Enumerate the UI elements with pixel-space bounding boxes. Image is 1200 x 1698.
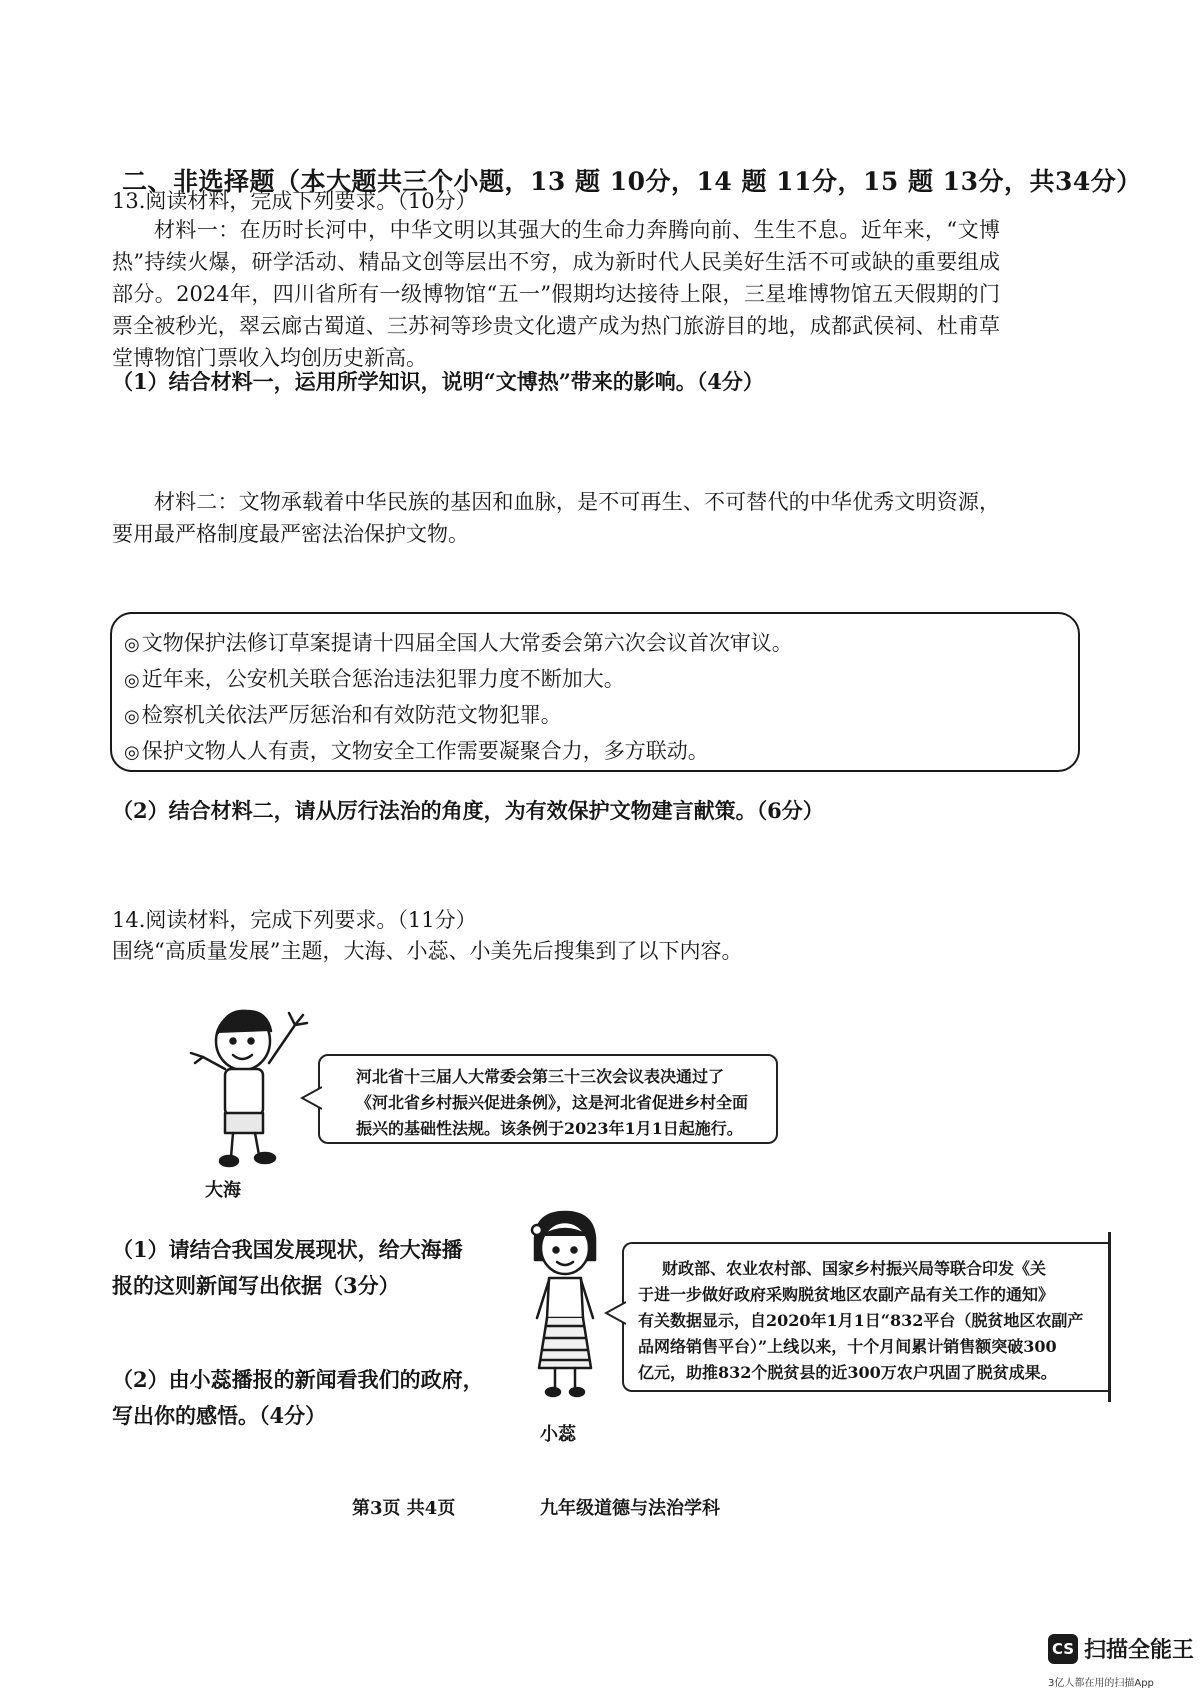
section-title: 二、非选择题（本大题共三个小题，13 题 10分，14 题 11分，15 题 13分，共34分）	[122, 167, 1142, 196]
footer-subject: 九年级道德与法治学科	[540, 1498, 720, 1519]
q14-question1: （1）请结合我国发展现状，给大海播 报的这则新闻写出依据（3分）	[112, 1237, 463, 1298]
bubble-line: 财政部、农业农村部、国家乡村振兴局等联合印发《关	[662, 1259, 1047, 1278]
q13-question2: （2）结合材料二，请从厉行法治的角度，为有效保护文物建言献策。（6分）	[112, 798, 824, 823]
box-item: ◎保护文物人人有责，文物安全工作需要凝聚合力，多方联动。	[124, 739, 709, 763]
bubble-line: 《河北省乡村振兴促进条例》，这是河北省促进乡村全面	[356, 1093, 749, 1112]
q13-heading: 13.阅读材料，完成下列要求。（10分）	[112, 189, 477, 213]
footer-page-number: 第3页 共4页	[352, 1498, 456, 1519]
box-item: ◎文物保护法修订草案提请十四届全国人大常委会第六次会议首次审议。	[124, 631, 793, 655]
dahai-speech-bubble	[318, 1054, 778, 1144]
circle-mark-icon: ◎	[124, 706, 140, 727]
q14-intro: 围绕“高质量发展”主题，大海、小蕊、小美先后搜集到了以下内容。	[112, 939, 743, 963]
circle-mark-icon: ◎	[124, 670, 140, 691]
q14-heading: 14.阅读材料，完成下列要求。（11分）	[112, 908, 477, 932]
watermark-tagline: 3亿人都在用的扫描App	[1048, 1678, 1154, 1689]
circle-mark-icon: ◎	[124, 742, 140, 763]
circle-mark-icon: ◎	[124, 634, 140, 655]
material2-box	[110, 612, 1080, 772]
box-item: ◎检察机关依法严厉惩治和有效防范文物犯罪。	[124, 703, 562, 727]
boy-illustration-icon	[185, 995, 325, 1170]
watermark-name: 扫描全能王	[1084, 1638, 1195, 1663]
bubble-line: 品网络销售平台）”上线以来，十个月间累计销售额突破300	[638, 1337, 1057, 1356]
q13-material1	[112, 214, 1000, 374]
q13-question1: （1）结合材料一，运用所学知识，说明“文博热”带来的影响。（4分）	[112, 369, 764, 394]
xiaorui-name: 小蕊	[540, 1424, 576, 1445]
girl-illustration-icon	[515, 1208, 615, 1398]
camscanner-logo-icon: CS	[1048, 1634, 1078, 1664]
bubble-line: 于进一步做好政府采购脱贫地区农副产品有关工作的通知》	[638, 1285, 1055, 1304]
bubble-tail-icon	[300, 1085, 322, 1111]
material1-text: 材料一：在历时长河中，中华文明以其强大的生命力奔腾向前、生生不息。近年来，“文博热”持续火爆，研学活动、精品文创等层出不穷，成为新时代人民美好生活不可或缺的重要组成部分。2024年，四川省所有一级博物馆“五一”假期均达接待上限，三星堆博物馆五天假期的门票全被秒光，翠云廊古蜀道、三苏祠等珍贵文化遗产成为热门旅游目的地，成都武侯祠、杜甫草堂博物馆门票收入均创历史新高。	[112, 218, 1000, 370]
page-edge-line	[1108, 1232, 1111, 1402]
q14-question2: （2）由小蕊播报的新闻看我们的政府， 写出你的感悟。（4分）	[112, 1367, 484, 1428]
xiaorui-speech-bubble	[622, 1242, 1110, 1392]
dahai-name: 大海	[205, 1180, 241, 1201]
bubble-line: 河北省十三届人大常委会第三十三次会议表决通过了	[356, 1067, 725, 1086]
bubble-line: 亿元，助推832个脱贫县的近300万农户巩固了脱贫成果。	[638, 1363, 1057, 1382]
bubble-tail-icon	[604, 1300, 626, 1326]
bubble-line: 有关数据显示，自2020年1月1日“832平台（脱贫地区农副产	[638, 1311, 1084, 1330]
q13-material2	[112, 486, 1000, 550]
bubble-line: 振兴的基础性法规。该条例于2023年1月1日起施行。	[356, 1119, 743, 1138]
material2-text: 材料二：文物承载着中华民族的基因和血脉，是不可再生、不可替代的中华优秀文明资源，要用最严格制度最严密法治保护文物。	[112, 490, 1000, 546]
box-item: ◎近年来，公安机关联合惩治违法犯罪力度不断加大。	[124, 667, 625, 691]
